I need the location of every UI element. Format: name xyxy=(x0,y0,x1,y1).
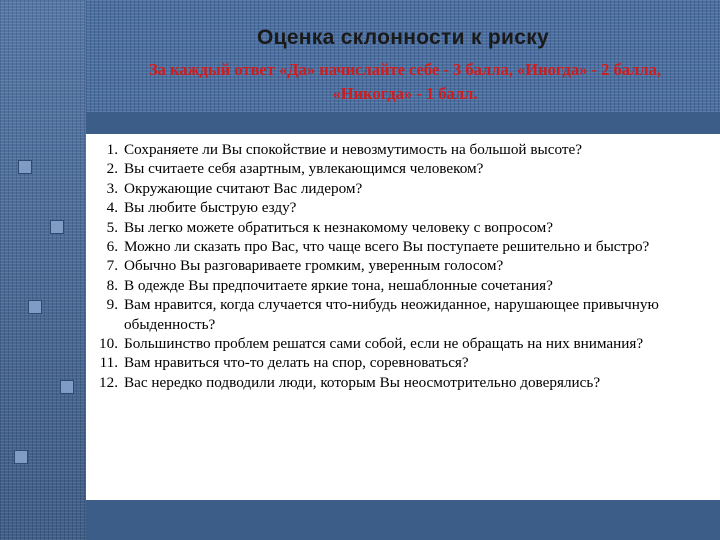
question-item xyxy=(92,140,712,159)
question-text: Можно ли сказать про Вас, что чаще всего Вы поступаете решительно и быстро? xyxy=(124,238,650,256)
slide-title: Оценка склонности к риску xyxy=(256,26,550,49)
question-number: 12. xyxy=(99,373,118,391)
question-text: Сохраняете ли Вы спокойствие и невозмутимость на большой высоте? xyxy=(124,141,582,158)
question-number: 3. xyxy=(106,179,118,197)
question-text: Вам нравиться что-то делать на спор, соревноваться? xyxy=(124,354,469,372)
question-item xyxy=(92,198,712,217)
decorative-square xyxy=(50,220,64,234)
decorative-square xyxy=(28,300,42,314)
question-item xyxy=(92,295,712,334)
question-number: 9. xyxy=(106,296,118,314)
question-text: Вы считаете себя азартным, увлекающимся человеком? xyxy=(124,160,484,178)
question-text: Окружающие считают Вас лидером? xyxy=(124,179,363,197)
question-text: Вам нравится, когда случается что-нибудь неожиданное, нарушающее привычную обыденность? xyxy=(124,296,659,333)
question-item xyxy=(92,256,712,275)
question-number: 7. xyxy=(106,257,118,275)
decorative-square xyxy=(60,380,74,394)
question-number: 4. xyxy=(106,199,118,217)
question-item xyxy=(92,373,712,392)
question-number: 2. xyxy=(106,160,118,178)
left-decorative-strip xyxy=(0,0,86,540)
question-number: 8. xyxy=(106,276,118,294)
question-item xyxy=(92,179,712,198)
question-number: 1. xyxy=(106,141,118,158)
slide-subtitle: За каждый ответ «Да» начислайте себе - 3 балла, «Иногда» - 2 балла, «Никогда» - 1 балл. xyxy=(148,60,662,103)
question-item xyxy=(92,334,712,353)
question-list xyxy=(92,140,712,392)
question-text: Вас нередко подводили люди, которым Вы неосмотрительно доверялись? xyxy=(124,373,601,391)
question-text: Вы легко можете обратиться к незнакомому человеку с вопросом? xyxy=(124,218,553,236)
question-number: 6. xyxy=(106,238,118,256)
question-number: 10. xyxy=(99,335,118,353)
question-number: 5. xyxy=(106,218,118,236)
question-item xyxy=(92,237,712,256)
question-item xyxy=(92,353,712,372)
question-text: Вы любите быструю езду? xyxy=(124,199,297,217)
question-text: Большинство проблем решатся сами собой, если не обращать на них внимания? xyxy=(124,335,644,353)
decorative-square xyxy=(14,450,28,464)
question-item xyxy=(92,276,712,295)
question-item xyxy=(92,159,712,178)
question-text: Обычно Вы разговариваете громким, уверенным голосом? xyxy=(124,257,504,275)
question-text: В одежде Вы предпочитаете яркие тона, нешаблонные сочетания? xyxy=(124,276,553,294)
decorative-square xyxy=(18,160,32,174)
question-number: 11. xyxy=(99,354,118,372)
question-item xyxy=(92,218,712,237)
